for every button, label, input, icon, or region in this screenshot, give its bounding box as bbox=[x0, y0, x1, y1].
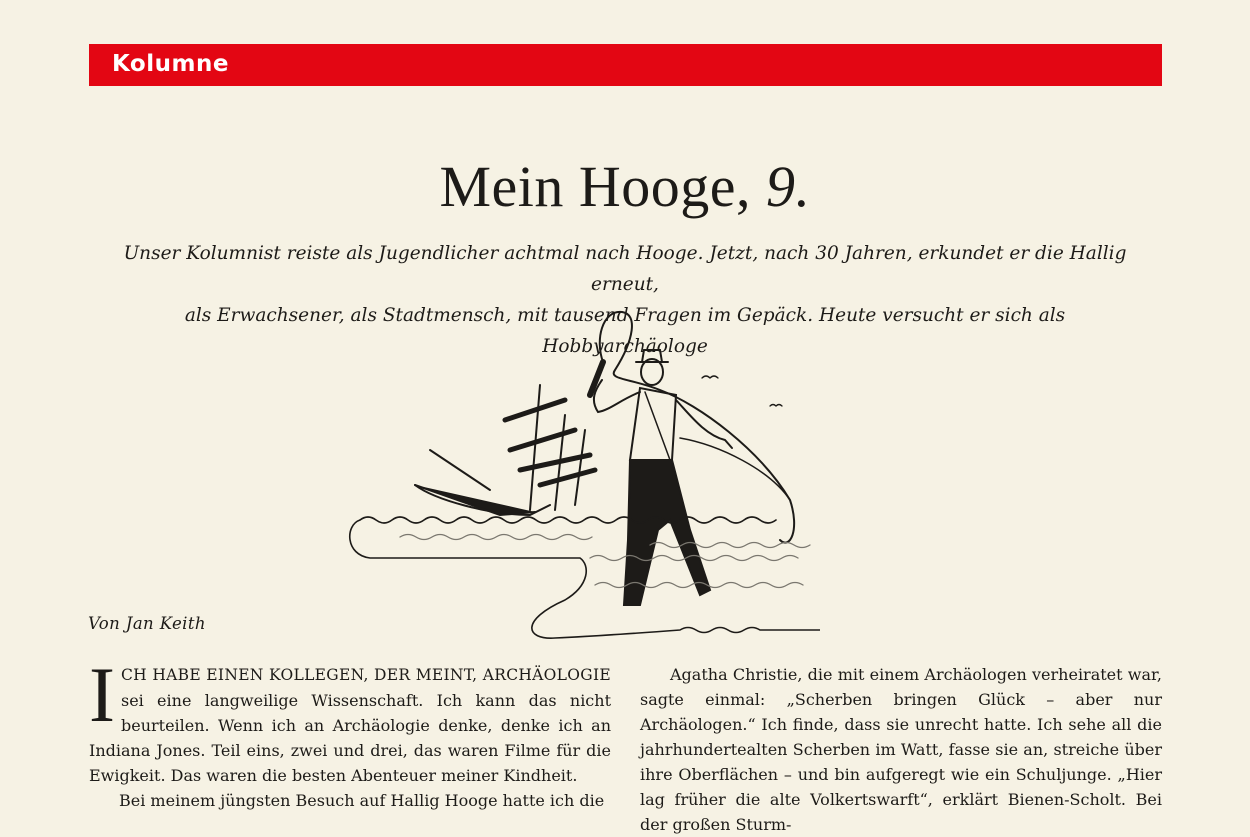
article-column-right bbox=[640, 662, 1162, 837]
title-issue-number: 9. bbox=[766, 154, 811, 219]
paragraph-3: Agatha Christie, die mit einem Archäologen verheiratet war, sagte einmal: „Scherben bringen Glück – aber nur Archäologen.“ Ich finde, dass sie unrecht hatte. Ich sehe all die jahrhundertealten Scherben im Watt, fasse sie an, streiche über ihre Oberflächen – und bin aufgeregt wie ein Schuljunge. „Hier lag früher die alte Volkertswarft“, erklärt Bienen-Scholt. Bei der großen Sturm- bbox=[640, 665, 1162, 834]
lede-line-2: als Erwachsener, als Stadtmensch, mit tausend Fragen im Gepäck. Heute versucht er sich als Hobbyarchäologe bbox=[184, 305, 1066, 357]
byline: Von Jan Keith bbox=[88, 614, 206, 633]
paragraph-1 bbox=[89, 651, 611, 788]
article-title bbox=[0, 152, 1250, 222]
section-label: Kolumne bbox=[112, 51, 229, 77]
drop-cap: I bbox=[89, 651, 115, 738]
section-header-bar bbox=[89, 44, 1162, 86]
lead-in-text: CH HABE EINEN KOLLEGEN, DER MEINT, ARCHÄOLOGIE bbox=[120, 666, 611, 684]
paragraph-2: Bei meinem jüngsten Besuch auf Hallig Hooge hatte ich die bbox=[119, 791, 605, 810]
title-main: Mein Hooge, bbox=[439, 154, 767, 219]
article-column-left bbox=[89, 651, 611, 813]
illustration-whip-man-shipwreck bbox=[340, 300, 820, 650]
lede-line-1: Unser Kolumnist reiste als Jugendlicher achtmal nach Hooge. Jetzt, nach 30 Jahren, erkundet er die Hallig erneut, bbox=[123, 243, 1127, 295]
paragraph-1-text: sei eine langweilige Wissenschaft. Ich kann das nicht beurteilen. Wenn ich an Archäologie denke, denke ich an Indiana Jones. Teil eins, zwei und drei, das waren Filme für die Ewigkeit. Das waren die besten Abenteuer meiner Kindheit. bbox=[89, 691, 611, 785]
